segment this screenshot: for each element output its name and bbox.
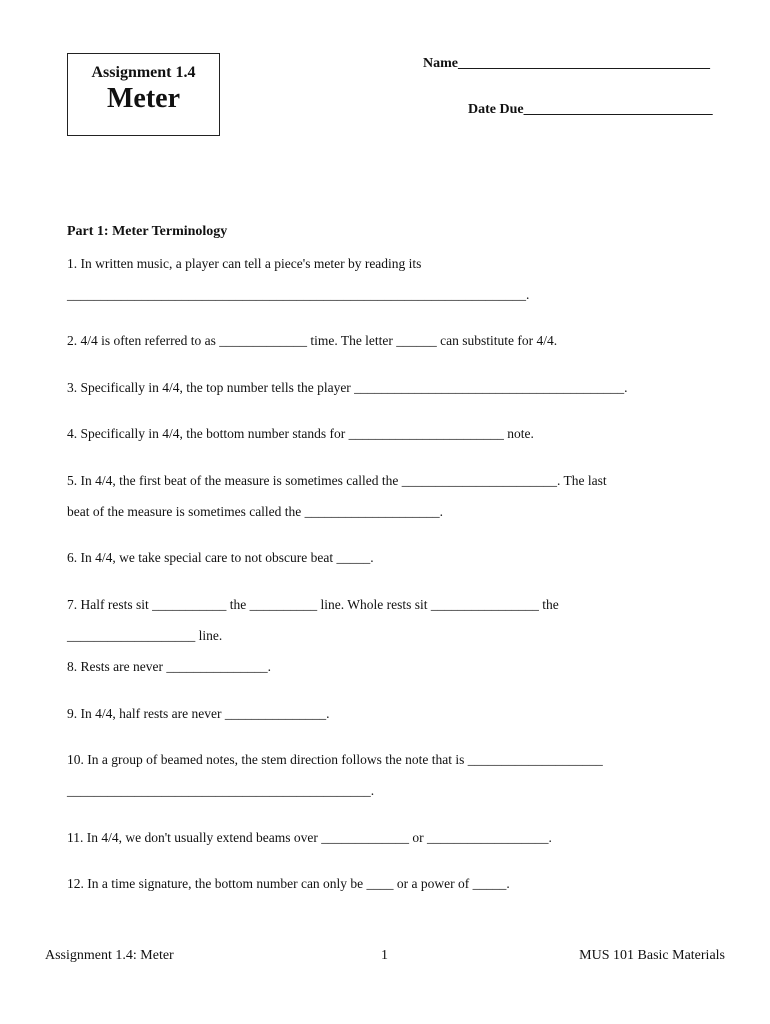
date-due-field[interactable]: Date Due___________________________: [468, 102, 713, 117]
section-heading-part1: Part 1: Meter Terminology: [67, 224, 228, 239]
question-7-line-2: ___________________ line.: [67, 628, 223, 643]
page-number: 1: [381, 948, 388, 963]
question-2: 2. 4/4 is often referred to as _____________ time. The letter ______ can substitute for 4/4.: [67, 333, 558, 348]
page-title: Meter: [106, 83, 181, 114]
question-5-line-2: beat of the measure is sometimes called the ____________________.: [67, 504, 444, 519]
name-field[interactable]: Name____________________________________: [423, 56, 710, 71]
question-10-line-2: _____________________________________________.: [67, 783, 375, 798]
question-10-line-1: 10. In a group of beamed notes, the stem direction follows the note that is ____________________: [67, 752, 603, 767]
question-8: 8. Rests are never _______________.: [67, 659, 271, 674]
assignment-title-box: [67, 53, 220, 136]
question-4: 4. Specifically in 4/4, the bottom number stands for _______________________ note.: [67, 426, 534, 441]
question-1-line-1: 1. In written music, a player can tell a piece's meter by reading its: [67, 256, 422, 271]
question-3: 3. Specifically in 4/4, the top number tells the player ________________________________________.: [67, 380, 628, 395]
assignment-label: Assignment 1.4: [91, 64, 196, 81]
footer-right: MUS 101 Basic Materials: [579, 948, 725, 963]
question-1-line-2: ____________________________________________________________________.: [67, 287, 530, 302]
question-7-line-1: 7. Half rests sit ___________ the __________ line. Whole rests sit ________________ the: [67, 597, 559, 612]
question-9: 9. In 4/4, half rests are never _______________.: [67, 706, 330, 721]
question-6: 6. In 4/4, we take special care to not obscure beat _____.: [67, 550, 374, 565]
question-5-line-1: 5. In 4/4, the first beat of the measure is sometimes called the _______________________. The last: [67, 473, 607, 488]
question-11: 11. In 4/4, we don't usually extend beams over _____________ or __________________.: [67, 830, 552, 845]
footer-left: Assignment 1.4: Meter: [45, 948, 174, 963]
question-12: 12. In a time signature, the bottom number can only be ____ or a power of _____.: [67, 876, 510, 891]
